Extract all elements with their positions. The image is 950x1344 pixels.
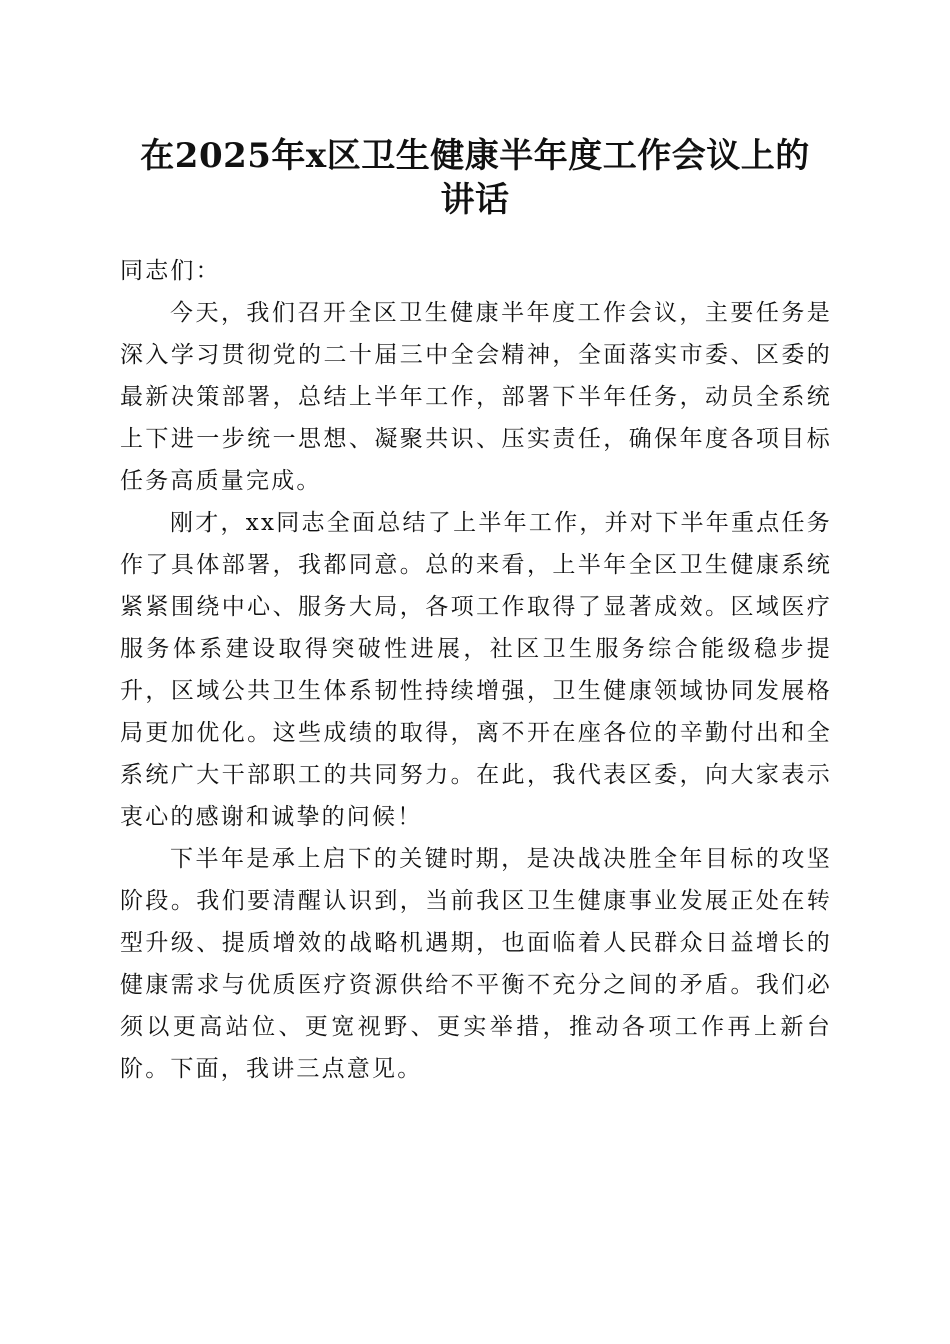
paragraph-1: 今天，我们召开全区卫生健康半年度工作会议，主要任务是深入学习贯彻党的二十届三中全会精神，全面落实市委、区委的最新决策部署，总结上半年工作，部署下半年任务，动员全系统上下进一步统一思想、凝聚共识、压实责任，确保年度各项目标任务高质量完成。 bbox=[120, 300, 832, 494]
document-body bbox=[120, 250, 832, 1090]
paragraph-2: 刚才，xx同志全面总结了上半年工作，并对下半年重点任务作了具体部署，我都同意。总的来看，上半年全区卫生健康系统紧紧围绕中心、服务大局，各项工作取得了显著成效。区域医疗服务体系建设取得突破性进展，社区卫生服务综合能级稳步提升，区域公共卫生体系韧性持续增强，卫生健康领域协同发展格局更加优化。这些成绩的取得，离不开在座各位的辛勤付出和全系统广大干部职工的共同努力。在此，我代表区委，向大家表示衷心的感谢和诚挚的问候！ bbox=[120, 510, 832, 830]
title-line-2: 讲话 bbox=[440, 180, 510, 220]
paragraph-3: 下半年是承上启下的关键时期，是决战决胜全年目标的攻坚阶段。我们要清醒认识到，当前我区卫生健康事业发展正处在转型升级、提质增效的战略机遇期，也面临着人民群众日益增长的健康需求与优质医疗资源供给不平衡不充分之间的矛盾。我们必须以更高站位、更宽视野、更实举措，推动各项工作再上新台阶。下面，我讲三点意见。 bbox=[120, 846, 832, 1082]
salutation: 同志们： bbox=[120, 258, 221, 284]
title-line-1: 在2025年x区卫生健康半年度工作会议上的 bbox=[140, 136, 810, 176]
document-title bbox=[100, 134, 850, 222]
